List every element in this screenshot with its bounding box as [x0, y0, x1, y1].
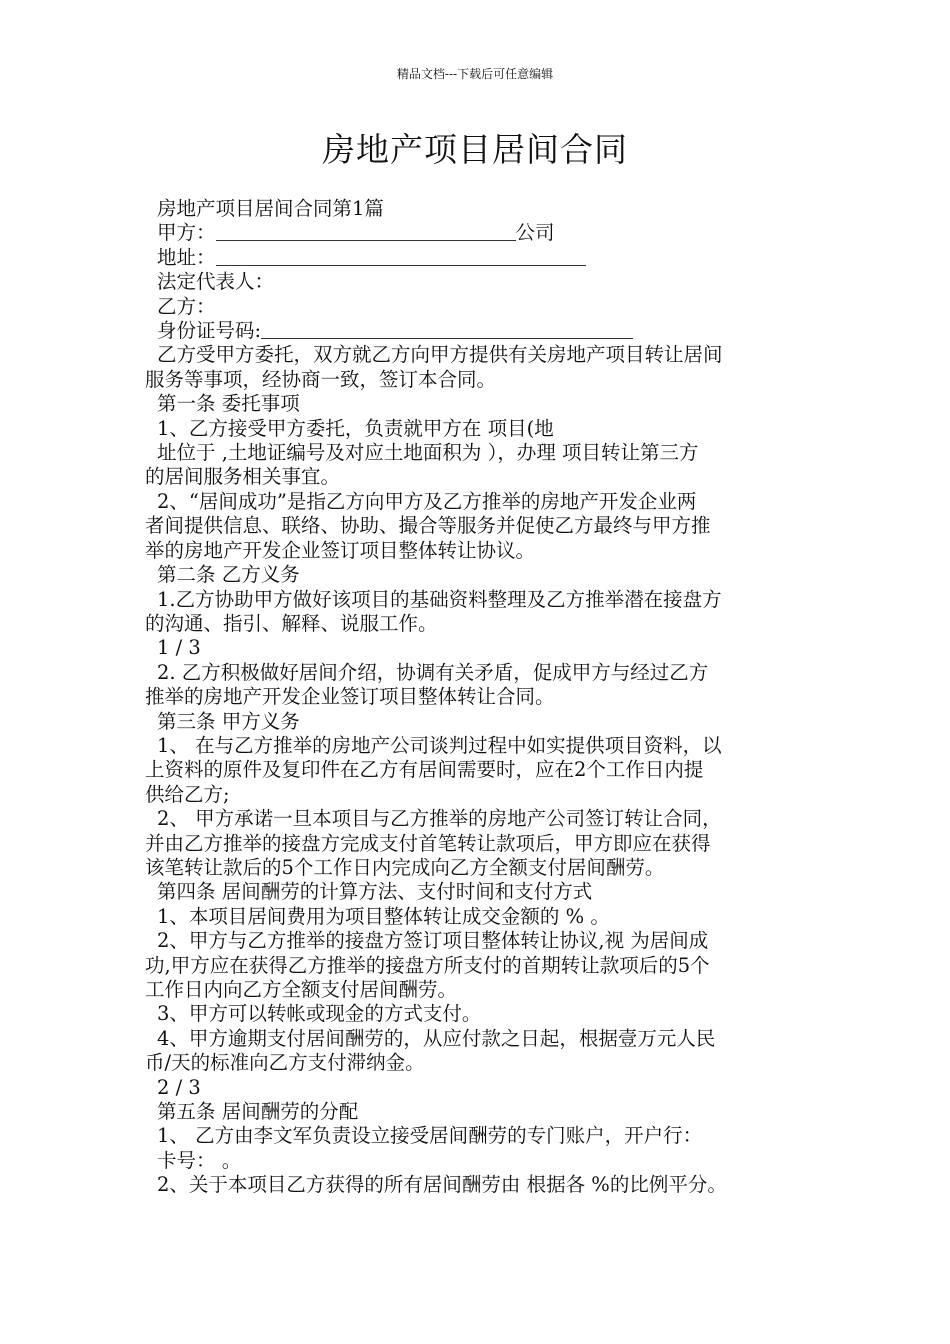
article-3-para-2-line-1: 2、 甲方承诺一旦本项目与乙方推举的房地产公司签订转让合同， [157, 807, 722, 831]
article-5-para-2: 2、关于本项目乙方获得的所有居间酬劳由 根据各 %的比例平分。 [157, 1173, 727, 1197]
article-4-para-4-line-1: 4、甲方逾期支付居间酬劳的，从应付款之日起，根据壹万元人民 [157, 1026, 716, 1050]
id-number-blank [261, 320, 633, 339]
article-4-para-2-line-3: 工作日内向乙方全额支付居间酬劳。 [145, 978, 458, 1001]
address-line [145, 246, 815, 270]
article-5-para-1-line-1: 1、 乙方由李文军负责设立接受居间酬劳的专门账户，开户行： [157, 1124, 703, 1148]
article-4-para-2-line-1: 2、甲方与乙方推举的接盘方签订项目整体转让协议,视 为居间成 [157, 929, 709, 953]
article-4-para-4-line-2: 币/天的标准向乙方支付滞纳金。 [145, 1051, 425, 1075]
article-3-title: 第三条 甲方义务 [157, 709, 300, 733]
article-2-para-1-line-1: 1.乙方协助甲方做好该项目的基础资料整理及乙方推举潜在接盘方 [157, 587, 722, 611]
article-4-para-2-line-2: 功,甲方应在获得乙方推举的接盘方所支付的首期转让款项后的5个 [145, 953, 710, 977]
article-1-para-2-line-1: 2、“居间成功”是指乙方向甲方及乙方推举的房地产开发企业两 [157, 489, 697, 513]
header-note: 精品文档---下载后可任意编辑 [396, 67, 554, 81]
party-a-line [145, 221, 815, 245]
contract-subtitle: 房地产项目居间合同第1篇 [157, 197, 384, 220]
article-1-para-2-line-3: 举的房地产开发企业签订项目整体转让协议。 [145, 538, 536, 562]
address-label: 地址： [157, 245, 216, 269]
article-2-para-2-line-2: 推举的房地产开发企业签订项目整体转让合同。 [145, 685, 555, 709]
id-number-label: 身份证号码: [157, 319, 262, 343]
article-4-title: 第四条 居间酬劳的计算方法、支付时间和支付方式 [157, 880, 593, 904]
address-blank [216, 247, 586, 266]
party-b-line: 乙方： [157, 294, 216, 318]
article-5-para-1-line-2: 卡号： 。 [157, 1148, 242, 1172]
article-1-para-1-line-3: 的居间服务相关事宜。 [145, 465, 341, 489]
article-3-para-2-line-3: 该笔转让款后的5个工作日内完成向乙方全额支付居间酬劳。 [145, 855, 665, 879]
article-3-para-1-line-3: 供给乙方; [145, 782, 230, 806]
page-number-1: 1 / 3 [157, 636, 201, 660]
article-1-para-2-line-2: 者间提供信息、联络、协助、撮合等服务并促使乙方最终与甲方推 [145, 514, 711, 538]
article-2-para-2-line-1: 2. 乙方积极做好居间介绍，协调有关矛盾，促成甲方与经过乙方 [157, 660, 709, 684]
article-1-title: 第一条 委托事项 [157, 392, 300, 416]
party-a-suffix: 公司 [515, 221, 555, 245]
article-3-para-1-line-1: 1、 在与乙方推举的房地产公司谈判过程中如实提供项目资料，以 [157, 733, 722, 757]
article-4-para-1: 1、本项目居间费用为项目整体转让成交金额的 % 。 [157, 904, 610, 928]
article-3-para-2-line-2: 并由乙方推举的接盘方完成支付首笔转让款项后，甲方即应在获得 [145, 831, 711, 855]
party-a-label: 甲方： [157, 221, 216, 245]
article-1-para-1-line-1: 1、乙方接受甲方委托，负责就甲方在 项目(地 [157, 416, 554, 440]
document-title: 房地产项目居间合同 [322, 130, 628, 169]
article-3-para-1-line-2: 上资料的原件及复印件在乙方有居间需要时，应在2个工作日内提 [145, 758, 704, 782]
id-number-line [145, 319, 815, 343]
party-a-blank [216, 222, 516, 241]
article-2-para-1-line-2: 的沟通、指引、解释、说服工作。 [145, 611, 438, 635]
article-1-para-1-line-2: 址位于 ,土地证编号及对应土地面积为 ），办理 项目转让第三方 [157, 441, 699, 465]
intro-line-2: 服务等事项，经协商一致，签订本合同。 [145, 367, 497, 391]
legal-rep-line: 法定代表人： [157, 270, 275, 294]
intro-line-1: 乙方受甲方委托，双方就乙方向甲方提供有关房地产项目转让居间 [157, 343, 723, 367]
contract-body [145, 197, 815, 1198]
article-4-para-3: 3、甲方可以转帐或现金的方式支付。 [157, 1002, 482, 1026]
page-number-2: 2 / 3 [157, 1075, 201, 1099]
article-2-title: 第二条 乙方义务 [157, 563, 300, 587]
article-5-title: 第五条 居间酬劳的分配 [157, 1100, 359, 1124]
